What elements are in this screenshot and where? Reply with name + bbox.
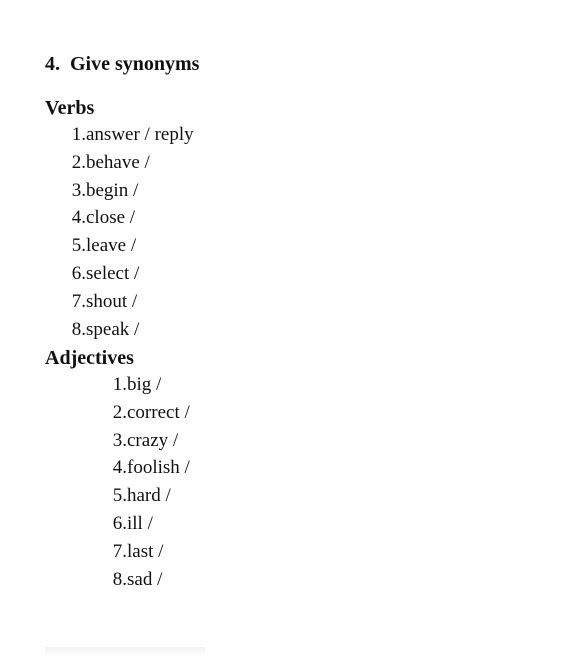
list-item: 3. begin / <box>71 179 139 201</box>
list-item: 2. correct / <box>112 401 190 423</box>
list-item: 8. speak / <box>71 318 140 340</box>
list-item: 5. leave / <box>71 235 137 257</box>
adjectives-heading: Adjectives <box>45 347 134 369</box>
adjectives-list <box>105 373 190 595</box>
verbs-list <box>64 123 194 345</box>
list-item: 3. crazy / <box>112 429 179 451</box>
list-item: 5. hard / <box>112 485 171 507</box>
faint-cut-off-text <box>45 647 205 656</box>
list-item: 8. sad / <box>112 568 163 590</box>
list-item: 4. close / <box>71 207 136 229</box>
list-item: 6. select / <box>71 262 140 284</box>
list-item: 1. big / <box>112 374 162 395</box>
verbs-heading: Verbs <box>45 97 95 119</box>
list-item: 2. behave / <box>71 151 150 173</box>
list-item: 4. foolish / <box>112 457 190 479</box>
list-item: 7. last / <box>112 540 164 562</box>
list-item: 6. ill / <box>112 512 153 534</box>
exercise-title: 4. Give synonyms <box>45 53 200 75</box>
list-item: 7. shout / <box>71 290 138 312</box>
list-item: 1. answer / reply <box>71 124 194 145</box>
